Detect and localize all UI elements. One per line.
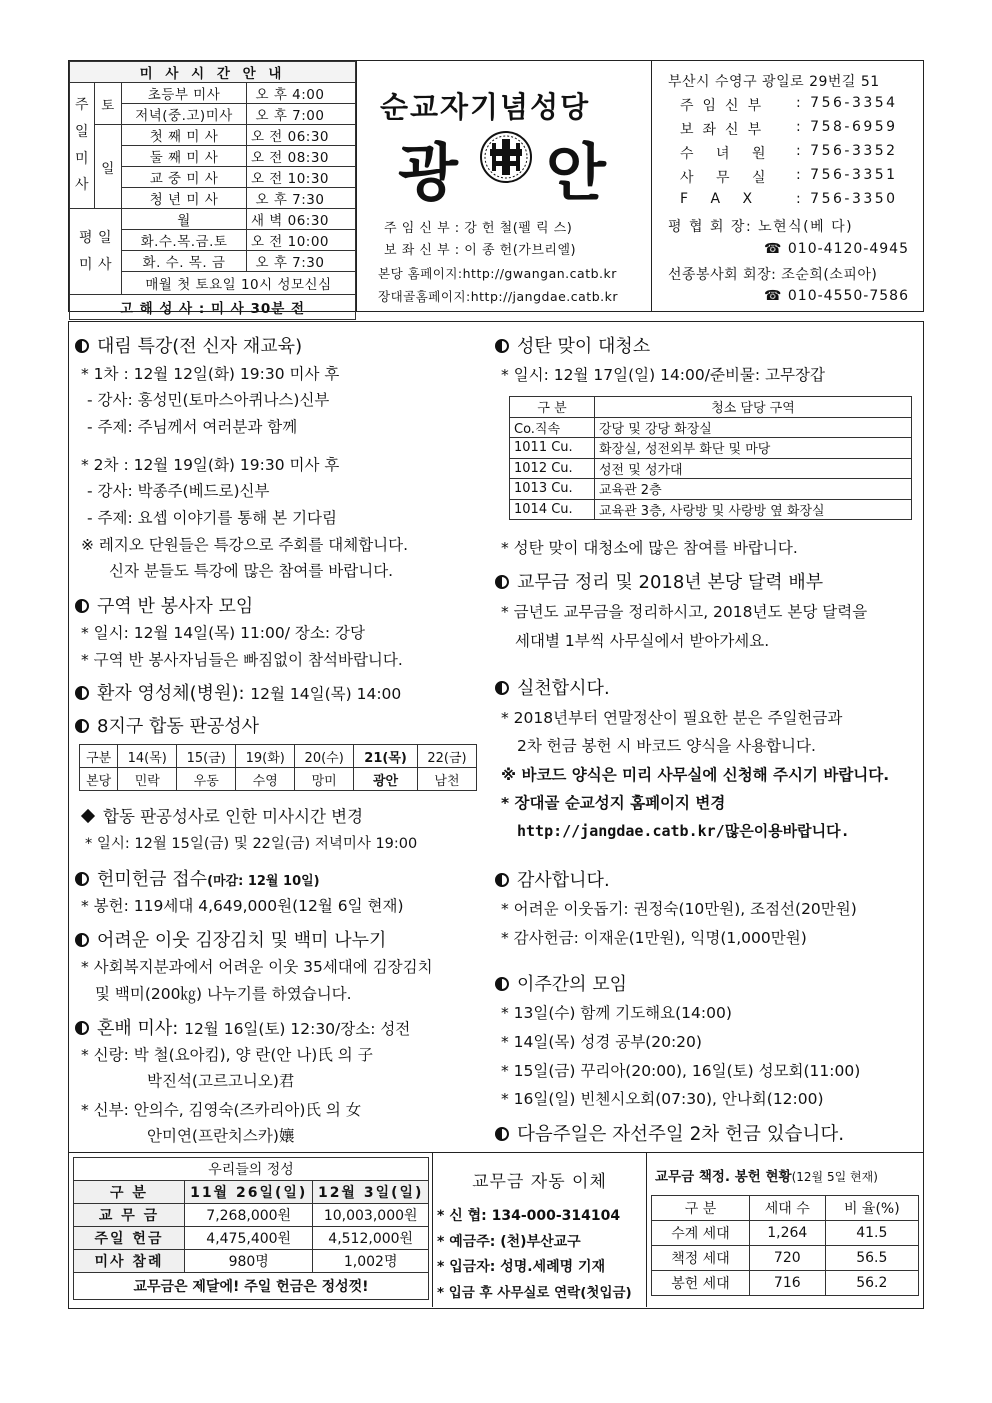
cleaning-group: Co.직속 (510, 417, 595, 438)
offering-footer: 교무금은 제달에! 주일 헌금은 정성껏! (74, 1273, 429, 1300)
cleaning-area: 교육관 2층 (595, 479, 912, 500)
status-row-label: 수계 세대 (652, 1221, 750, 1246)
advent-note: ※ 레지오 단원들은 특강으로 주회를 대체합니다. (81, 536, 409, 554)
council-president: 평 협 회 장: 노현식(베 다) (668, 219, 854, 235)
deanery-head-cell: 15(금) (177, 745, 236, 768)
kimchi-sharing-detail: 및 백미(200㎏) 나누기를 하였습니다. (95, 985, 352, 1003)
parish-name: 순교자기념성당 (380, 90, 591, 124)
thanks-heading: 감사합니다. (495, 866, 610, 892)
offering-value: 10,003,000원 (313, 1204, 429, 1227)
offering-head-cell: 구 분 (74, 1181, 185, 1204)
right-column-lower (495, 322, 921, 1152)
meetings-heading: 이주간의 모임 (495, 970, 627, 996)
status-head-cell: 구 분 (652, 1196, 750, 1221)
contact-value: : 758-6959 (796, 119, 898, 135)
district-meeting-heading: 구역 반 봉사자 모임 (75, 592, 253, 618)
contact-panel (651, 61, 924, 311)
deanery-confession-heading: 8지구 합동 판공성사 (75, 712, 259, 738)
kimchi-sharing-heading: 어려운 이웃 김장김치 및 백미 나누기 (75, 926, 386, 952)
meeting-item: * 16일(일) 빈첸시오회(07:30), 안나회(12:00) (501, 1090, 824, 1108)
first-saturday-note: 매월 첫 토요일 10시 성모신심 (122, 272, 356, 295)
confession-note: 고 해 성 사 : 미 사 30분 전 (70, 295, 356, 320)
offering-row-label: 미사 참례 (74, 1250, 185, 1273)
cleaning-area: 강당 및 강당 화장실 (595, 417, 912, 438)
council-phone: ☎ 010-4120-4945 (764, 241, 909, 257)
dues-status-title: 교무금 책정. 봉헌 현황(12월 5일 현재) (655, 1169, 878, 1185)
deanery-change-notice: 합동 판공성사로 인한 미사시간 변경 (79, 803, 363, 827)
status-value: 1,264 (749, 1221, 825, 1246)
advent-session-1: * 1차 : 12월 12일(화) 19:30 미사 후 (81, 365, 340, 383)
sick-communion-heading: 환자 영성체(병원): 12월 14일(목) 14:00 (75, 679, 401, 705)
deanery-head-cell: 22(금) (417, 745, 476, 768)
mass-schedule-table (69, 61, 356, 320)
bullet-half-circle-icon (495, 575, 509, 589)
cleaning-group: 1013 Cu. (510, 479, 595, 500)
pastor-line: 주 임 신 부 : 강 헌 철(펠 릭 스) (384, 221, 573, 236)
bullet-half-circle-icon (75, 933, 89, 947)
deanery-head-cell: 구분 (80, 745, 118, 768)
contact-label: 보좌신부 (680, 122, 771, 138)
status-value: 720 (749, 1246, 825, 1271)
rice-offering-detail: * 봉헌: 119세대 4,649,000원(12월 6일 현재) (81, 897, 404, 915)
mission-president: 선종봉사회 회장: 조순희(소피아) (668, 267, 878, 283)
advent-session-1-topic: - 주제: 주님께서 여러분과 함께 (87, 418, 298, 436)
deanery-body-cell: 남천 (417, 768, 476, 791)
status-value: 56.5 (825, 1246, 918, 1271)
deanery-body-cell: 민락 (118, 768, 177, 791)
cleaning-group: 1011 Cu. (510, 438, 595, 459)
status-row-label: 봉헌 세대 (652, 1271, 750, 1296)
bullet-half-circle-icon (495, 1127, 509, 1141)
status-row-label: 책정 세대 (652, 1246, 750, 1271)
bullet-half-circle-icon (495, 977, 509, 991)
cleaning-group: 1014 Cu. (510, 499, 595, 520)
auto-transfer-title: 교무금 자동 이체 (472, 1172, 607, 1192)
title-right-char: 안 (546, 136, 606, 209)
deanery-head-cell: 14(목) (118, 745, 177, 768)
contact-value: : 756-3352 (796, 143, 898, 159)
district-meeting-date: * 일시: 12월 14일(목) 11:00/ 장소: 강당 (81, 624, 365, 642)
title-left-char: 광 (398, 136, 458, 209)
auto-transfer-item: * 입금자: 성명.세례명 기재 (437, 1259, 606, 1275)
status-value: 716 (749, 1271, 825, 1296)
dues-calendar-detail: 세대별 1부씩 사무실에서 받아가세요. (515, 632, 770, 650)
contact-label: 수 녀 원 (680, 146, 775, 162)
practice-heading: 실천합시다. (495, 674, 610, 700)
parish-title-area (358, 61, 648, 311)
offering-row-label: 주일 헌금 (74, 1227, 185, 1250)
main-box (68, 321, 924, 1309)
cleaning-area: 화장실, 성전외부 화단 및 마당 (595, 438, 912, 459)
bullet-half-circle-icon (75, 1021, 89, 1035)
mass-row: 화.수.목.금.토 오 전 10:00 (122, 230, 356, 251)
sunday-label: 일 (95, 125, 122, 209)
next-sunday-notice: 다음주일은 자선주일 2차 헌금 있습니다. (495, 1120, 844, 1146)
kimchi-sharing-detail: * 사회복지분과에서 어려운 이웃 35세대에 김장김치 (81, 958, 433, 976)
left-column-lower (75, 322, 489, 1152)
header-box (68, 60, 924, 317)
parish-address: 부산시 수영구 광일로 29번길 51 (668, 74, 880, 90)
mission-phone: ☎ 010-4550-7586 (764, 288, 909, 304)
barcode-note: ※ 바코드 양식은 미리 사무실에 신청해 주시기 바랍니다. (501, 766, 890, 784)
sunday-mass-label: 주 일 미 사 (70, 83, 95, 209)
bullet-half-circle-icon (75, 872, 89, 886)
contact-value: : 756-3350 (796, 191, 898, 207)
deanery-head-cell: 20(수) (295, 745, 354, 768)
advent-session-2-topic: - 주제: 요셉 이야기를 통해 본 기다림 (87, 509, 338, 527)
cleaning-head-cell: 청소 담당 구역 (595, 397, 912, 418)
groom-name: 박진석(고르고니오)君 (147, 1072, 295, 1090)
offering-head-cell: 11월 26일(일) (185, 1181, 313, 1204)
contact-value: : 756-3354 (796, 95, 898, 111)
cleaning-area: 교육관 3층, 사랑방 및 사랑방 옆 화장실 (595, 499, 912, 520)
mass-title: 미 사 시 간 안 내 (70, 62, 356, 83)
deanery-head-cell: 19(화) (236, 745, 295, 768)
dues-status-table (651, 1195, 919, 1296)
jangdae-homepage-change: * 장대골 순교성지 홈페이지 변경 (501, 794, 726, 812)
practice-detail: 2차 헌금 봉헌 시 바코드 양식을 사용합니다. (517, 737, 816, 755)
offering-value: 4,475,400원 (185, 1227, 313, 1250)
mass-row: 저녁(중.고)미사 오 후 7:00 (122, 104, 356, 125)
status-value: 56.2 (825, 1271, 918, 1296)
deanery-head-cell: 21(목) (354, 745, 418, 768)
cleaning-date: * 일시: 12월 17일(일) 14:00/준비물: 고무장갑 (501, 366, 825, 384)
deanery-body-cell: 광안 (354, 768, 418, 791)
offering-value: 4,512,000원 (313, 1227, 429, 1250)
mass-row: 교 중 미 사 오 전 10:30 (122, 167, 356, 188)
status-value: 41.5 (825, 1221, 918, 1246)
advent-session-1-speaker: - 강사: 홍성민(토마스아퀴나스)신부 (87, 391, 330, 409)
contact-label: 사 무 실 (680, 170, 775, 186)
groom-parents: * 신랑: 박 철(요아킴), 양 란(안 나)氏 의 子 (81, 1046, 374, 1064)
contact-label: F A X (680, 191, 762, 207)
practice-detail: * 2018년부터 연말정산이 필요한 분은 주일헌금과 (501, 709, 843, 727)
rice-offering-heading: 헌미헌금 접수(마감: 12월 10일) (75, 865, 320, 891)
thanks-detail: * 어려운 이웃돕기: 권정숙(10만원), 조점선(20만원) (501, 900, 857, 918)
mass-row: 첫 째 미 사 오 전 06:30 (122, 125, 356, 146)
wedding-mass-heading: 혼배 미사: 12월 16일(토) 12:30/장소: 성전 (75, 1014, 410, 1040)
auto-transfer-item: * 예금주: (천)부산교구 (437, 1234, 581, 1250)
bride-name: 안미연(프란치스카)孃 (147, 1127, 295, 1145)
mass-row: 청 년 미 사 오 후 7:30 (122, 188, 356, 209)
bottom-section (69, 1152, 923, 1309)
deanery-change-date: * 일시: 12월 15일(금) 및 22일(금) 저녁미사 19:00 (85, 836, 418, 852)
cleaning-head-cell: 구 분 (510, 397, 595, 418)
advent-session-2-speaker: - 강사: 박종주(베드로)신부 (87, 482, 270, 500)
contact-value: : 756-3351 (796, 167, 898, 183)
thanks-detail: * 감사헌금: 이재운(1만원), 익명(1,000만원) (501, 929, 807, 947)
offering-head-cell: 12월 3일(일) (313, 1181, 429, 1204)
jangdae-homepage-link[interactable]: http://jangdae.catb.kr/많은이용바랍니다. (517, 822, 850, 840)
offering-title: 우리들의 정성 (74, 1158, 429, 1181)
district-meeting-note: * 구역 반 봉사자님들은 빠짐없이 참석바랍니다. (81, 651, 403, 669)
parish-emblem-icon (478, 129, 534, 185)
weekday-mass-label: 평 일 미 사 (70, 209, 122, 295)
meeting-item: * 14일(목) 성경 공부(20:20) (501, 1033, 702, 1051)
meeting-item: * 13일(수) 함께 기도해요(14:00) (501, 1004, 732, 1022)
dues-calendar-detail: * 금년도 교무금을 정리하시고, 2018년도 본당 달력을 (501, 603, 868, 621)
cleaning-area: 성전 및 성가대 (595, 458, 912, 479)
bride-parents: * 신부: 안의수, 김영숙(즈카리아)氏 의 女 (81, 1101, 362, 1119)
saturday-label: 토 (95, 83, 122, 125)
deanery-body-cell: 망미 (295, 768, 354, 791)
assistant-priest-line: 보 좌 신 부 : 이 종 헌(가브리엘) (384, 243, 577, 258)
advent-note: 신자 분들도 특강에 많은 참여를 바랍니다. (109, 562, 394, 580)
deanery-body-cell: 수영 (236, 768, 295, 791)
status-head-cell: 세대 수 (749, 1196, 825, 1221)
cleaning-heading: 성탄 맞이 대청소 (495, 332, 650, 358)
auto-transfer-item: * 신 협: 134-000-314104 (437, 1208, 621, 1224)
offering-row-label: 교 무 금 (74, 1204, 185, 1227)
mass-row: 화. 수. 목. 금 오 후 7:30 (122, 251, 356, 272)
auto-transfer-panel (432, 1153, 647, 1307)
deanery-body-cell: 본당 (80, 768, 118, 791)
mass-row: 둘 째 미 사 오 전 08:30 (122, 146, 356, 167)
meeting-item: * 15일(금) 꾸리아(20:00), 16일(토) 성모회(11:00) (501, 1062, 861, 1080)
advent-lecture-heading: 대림 특강(전 신자 재교육) (75, 332, 302, 358)
jangdae-link[interactable]: 장대골홈페이지:http://jangdae.catb.kr (378, 289, 618, 304)
mass-row: 월 새 벽 06:30 (122, 209, 356, 230)
bullet-half-circle-icon (495, 873, 509, 887)
cleaning-note: * 성탄 맞이 대청소에 많은 참여를 바랍니다. (501, 539, 798, 557)
homepage-link[interactable]: 본당 홈페이지:http://gwangan.catb.kr (378, 266, 617, 281)
contact-label: 주임신부 (680, 98, 771, 114)
diamond-bullet-icon (81, 809, 95, 823)
advent-session-2: * 2차 : 12월 19일(화) 19:30 미사 후 (81, 456, 340, 474)
cleaning-group: 1012 Cu. (510, 458, 595, 479)
offering-value: 7,268,000원 (185, 1204, 313, 1227)
parish-big-title (398, 123, 628, 209)
deanery-body-cell: 우동 (177, 768, 236, 791)
bullet-half-circle-icon (495, 681, 509, 695)
status-head-cell: 비 율(%) (825, 1196, 918, 1221)
auto-transfer-item: * 입금 후 사무실로 연락(첫입금) (437, 1285, 632, 1301)
offering-table (73, 1157, 429, 1300)
offering-value: 1,002명 (313, 1250, 429, 1273)
dues-calendar-heading: 교무금 정리 및 2018년 본당 달력 배부 (495, 568, 823, 594)
mass-schedule (69, 61, 357, 317)
mass-row: 초등부 미사 오 후 4:00 (122, 83, 356, 104)
offering-value: 980명 (185, 1250, 313, 1273)
